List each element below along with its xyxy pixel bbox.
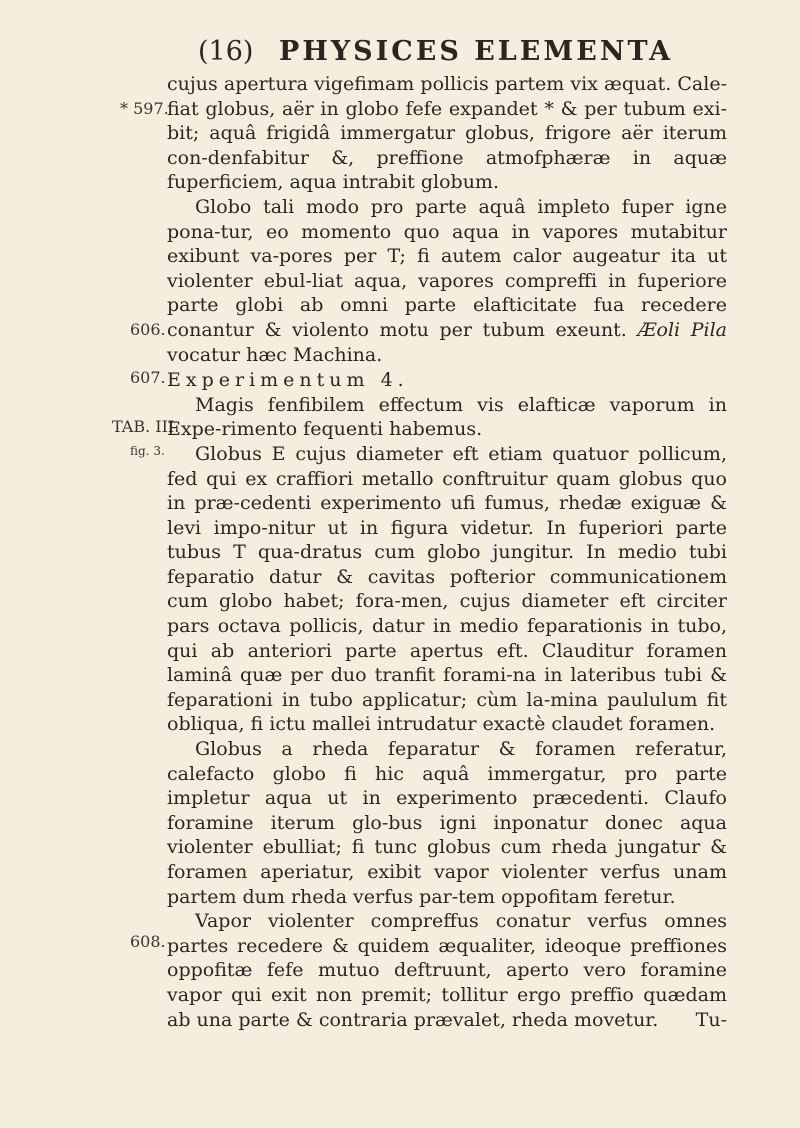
- paragraph-5: Globus a rheda feparatur & foramen referatur, calefacto globo fi hic aquâ immergatur, pro parte impletur aqua ut in experimento præcedenti. Claufo foramine iterum glo-bus igni inponatur donec aqua violenter ebulliat; fi tunc globus cum rheda jungatur & foramen aperiatur, exibit vapor violenter verfus unam partem dum rheda verfus par-tem oppofitam feretur.: [167, 738, 727, 908]
- body-text: [167, 72, 727, 1032]
- paragraph-2: Globo tali modo pro parte aquâ impleto fuper igne pona-tur, eo momento quo aqua in vapores mutabitur exibunt va-pores per T; fi autem calor augeatur ita ut violenter ebul-liat aqua, vapores compreffi in fuperiore parte globi ab omni parte elafticitate fua recedere conantur & violento motu per tubum exeunt. Æoli Pila vocatur hæc Machina.: [167, 195, 728, 366]
- paragraph-3: Magis fenfibilem effectum vis elafticæ vaporum in Expe-rimento fequenti habemus.: [167, 393, 727, 441]
- paragraph-6: Vapor violenter compreffus conatur verfus omnes partes recedere & quidem æqualiter, ideoque preffiones oppofitæ fefe mutuo deftruunt, aperto vero foramine vapor qui exit non premit; tollitur ergo preffio quædam ab una parte & contraria prævalet, rheda movetur. Tu-: [167, 910, 727, 1031]
- margin-note-606: 606.: [130, 320, 166, 339]
- page-number: (16): [198, 36, 254, 67]
- paragraph-4: Globus E cujus diameter eft etiam quatuor pollicum, fed qui ex craffiori metallo conftruitur quam globus quo in præ-cedenti experimento ufi fumus, rhedæ exiguæ & levi impo-nitur ut in figura videtur. In fuperiori parte tubus T qua-dratus cum globo jungitur. In medio tubi feparatio datur & cavitas pofterior communicationem cum globo habet; fora-men, cujus diameter eft circiter pars octava pollicis, datur in medio feparationis in tubo, qui ab anteriori parte apertus eft. Clauditur foramen laminâ quæ per duo tranfit forami-na in lateribus tubi & feparationi in tubo applicatur; cùm la-mina paululum fit obliqua, fi ictu mallei intrudatur exactè claudet foramen.: [167, 442, 727, 736]
- margin-note-fig: fig. 3.: [130, 444, 165, 458]
- experiment-heading: Experimentum 4.: [167, 369, 409, 392]
- margin-note-tab: TAB. III.: [112, 417, 180, 436]
- aeoli-pila-term: Æoli Pila: [637, 318, 728, 341]
- margin-note-597: * 597.: [120, 99, 169, 118]
- margin-note-608: 608.: [130, 932, 166, 951]
- margin-note-607: 607.: [130, 368, 166, 387]
- catchword: Tu-: [695, 1008, 727, 1031]
- paragraph-1: cujus apertura vigefimam pollicis partem vix æquat. Cale-fiat globus, aër in globo fefe expandet * & per tubum exi-bit; aquâ frigidâ immergatur globus, frigore aër iterum con-denfabitur &, preffione atmofphæræ in aquæ fuperficiem, aqua intrabit globum.: [167, 73, 727, 194]
- running-title: PHYSICES ELEMENTA: [279, 36, 674, 67]
- running-header: [198, 36, 718, 68]
